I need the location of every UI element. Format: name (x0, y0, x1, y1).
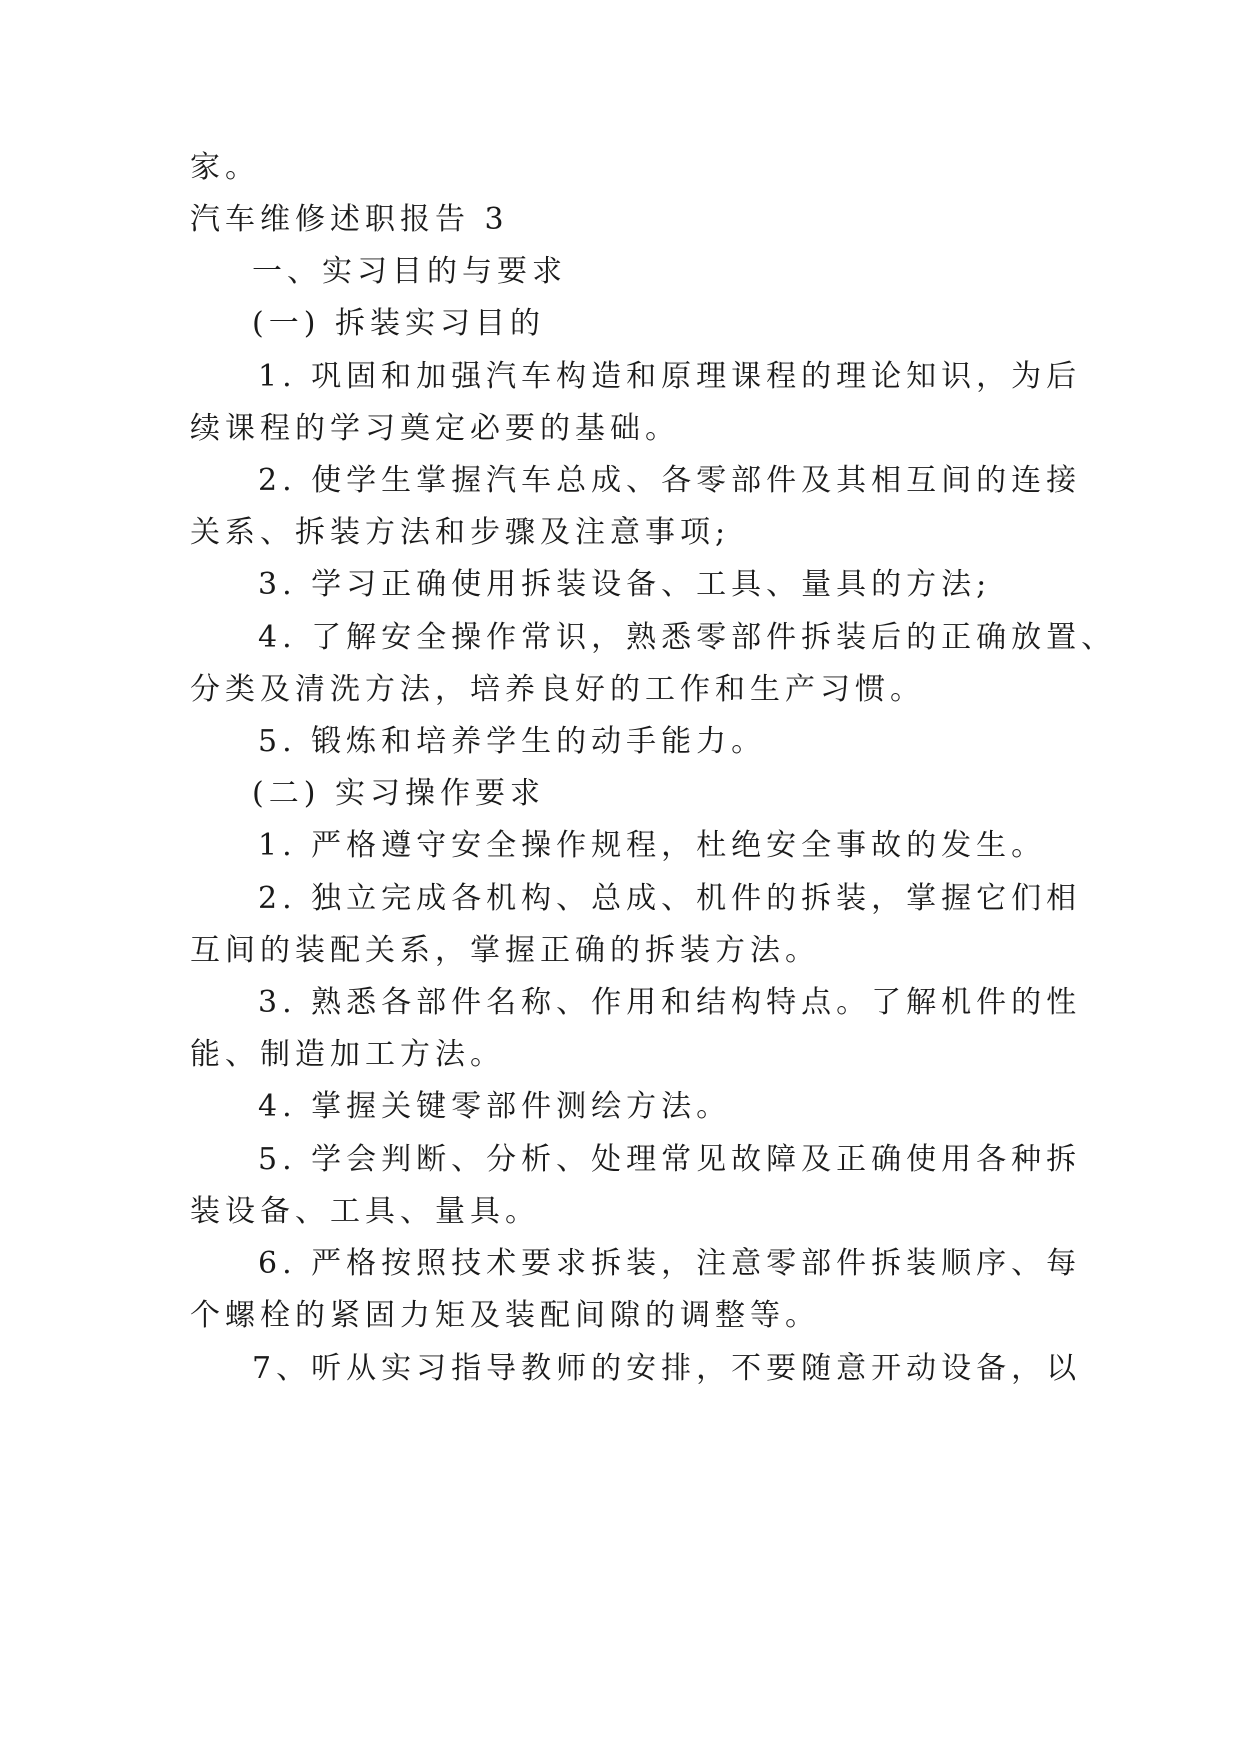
list-item-line: 5. 锻炼和培养学生的动手能力。 (258, 724, 767, 759)
list-item-line: 1. 严格遵守安全操作规程，杜绝安全事故的发生。 (258, 828, 1047, 863)
list-item-line: 3. 熟悉各部件名称、作用和结构特点。了解机件的性 (258, 985, 1082, 1020)
list-item-line: 1. 巩固和加强汽车构造和原理课程的理论知识，为后 (258, 359, 1082, 394)
list-item-line: 2. 使学生掌握汽车总成、各零部件及其相互间的连接 (258, 463, 1082, 498)
list-item-line: 个螺栓的紧固力矩及装配间隙的调整等。 (190, 1298, 820, 1333)
list-item-line: 分类及清洗方法，培养良好的工作和生产习惯。 (190, 672, 925, 707)
list-item-line: 装设备、工具、量具。 (190, 1194, 540, 1229)
list-item-line: 能、制造加工方法。 (190, 1037, 505, 1072)
section-title: 汽车维修述职报告 3 (190, 202, 509, 237)
list-item-line: 3. 学习正确使用拆装设备、工具、量具的方法; (258, 567, 992, 602)
heading-level-1: 一、实习目的与要求 (252, 254, 567, 289)
list-item-line: 互间的装配关系，掌握正确的拆装方法。 (190, 933, 820, 968)
list-item-line: 4. 了解安全操作常识，熟悉零部件拆装后的正确放置、 (258, 620, 1117, 655)
list-item-line: 6. 严格按照技术要求拆装，注意零部件拆装顺序、每 (258, 1246, 1082, 1281)
list-item-line: 续课程的学习奠定必要的基础。 (190, 411, 680, 446)
heading-level-2: (二) 实习操作要求 (252, 776, 545, 811)
heading-level-2: (一) 拆装实习目的 (252, 306, 545, 341)
paragraph-line: 家。 (190, 150, 260, 185)
list-item-line: 关系、拆装方法和步骤及注意事项; (190, 515, 731, 550)
list-item-line: 4. 掌握关键零部件测绘方法。 (258, 1089, 732, 1124)
list-item-line: 5. 学会判断、分析、处理常见故障及正确使用各种拆 (258, 1142, 1082, 1177)
list-item-line: 2. 独立完成各机构、总成、机件的拆装，掌握它们相 (258, 881, 1082, 916)
list-item-line: 7、听从实习指导教师的安排，不要随意开动设备，以 (252, 1351, 1082, 1386)
